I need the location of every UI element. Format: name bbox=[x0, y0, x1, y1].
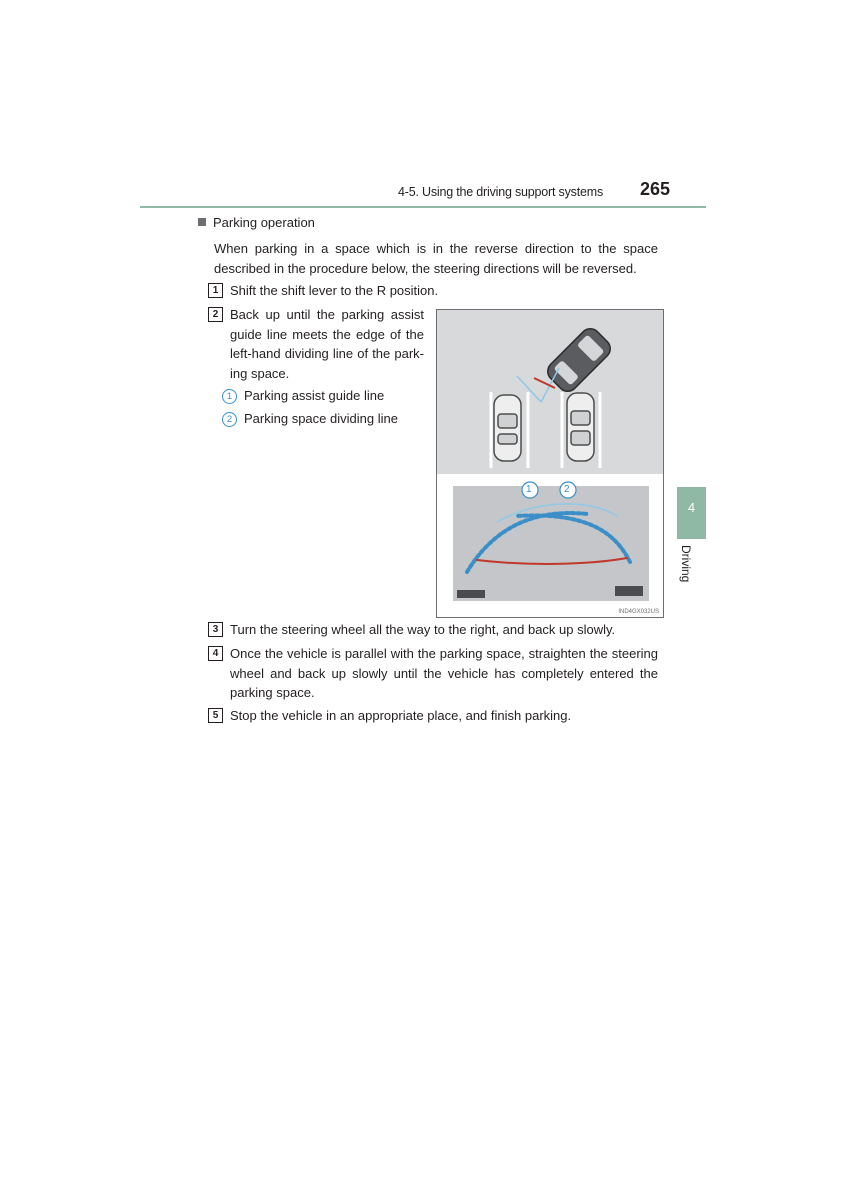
step-text: Turn the steering wheel all the way to the right, and back up slowly. bbox=[230, 622, 616, 637]
section-heading-text: Parking operation bbox=[213, 215, 315, 230]
square-bullet-icon bbox=[198, 218, 206, 226]
header-title: 4-5. Using the driving support systems bbox=[398, 185, 603, 199]
step-text: Back up until the parking assist guide line meets the edge of the left-hand dividing line of the park-ing space. bbox=[230, 307, 424, 381]
parking-illustration bbox=[437, 310, 663, 617]
intro-paragraph: When parking in a space which is in the reverse direction to the space described in the procedure below, the steering directions will be reversed. bbox=[214, 241, 658, 276]
figure-callout-2: 2 bbox=[564, 484, 570, 495]
chapter-label bbox=[677, 545, 706, 590]
callout-circle: 1 bbox=[222, 389, 237, 404]
step-text: Shift the shift lever to the R position. bbox=[230, 283, 439, 298]
section-heading bbox=[198, 215, 315, 230]
legend-text: Parking assist guide line bbox=[244, 388, 385, 403]
page-number: 265 bbox=[640, 179, 671, 199]
step-number-box: 5 bbox=[208, 708, 223, 723]
legend-text: Parking space dividing line bbox=[244, 411, 398, 426]
figure-code: IND4GX032US bbox=[618, 609, 659, 615]
step-number-box: 3 bbox=[208, 622, 223, 637]
screen-button-right bbox=[615, 586, 643, 596]
figure-callout-1: 1 bbox=[526, 484, 532, 495]
step-number-box: 4 bbox=[208, 646, 223, 661]
callout-circle: 2 bbox=[222, 412, 237, 427]
step-number-box: 1 bbox=[208, 283, 223, 298]
step-number-box: 2 bbox=[208, 307, 223, 322]
step-text: Stop the vehicle in an appropriate place, and finish parking. bbox=[230, 708, 572, 723]
parked-car-right-icon bbox=[567, 393, 594, 461]
parking-figure bbox=[436, 309, 664, 618]
step-text: Once the vehicle is parallel with the parking space, straighten the steering wheel and back up slowly until the vehicle has completely entered the parking space. bbox=[230, 646, 658, 700]
chapter-number: 4 bbox=[687, 500, 696, 515]
parked-car-left-icon bbox=[494, 395, 521, 461]
header-rule bbox=[140, 206, 706, 208]
legend-item-1 bbox=[222, 388, 384, 404]
screen-button-left bbox=[457, 590, 485, 598]
chapter-label-text: Driving bbox=[679, 545, 693, 583]
chapter-tab bbox=[677, 487, 706, 539]
legend-item-2 bbox=[222, 411, 398, 427]
